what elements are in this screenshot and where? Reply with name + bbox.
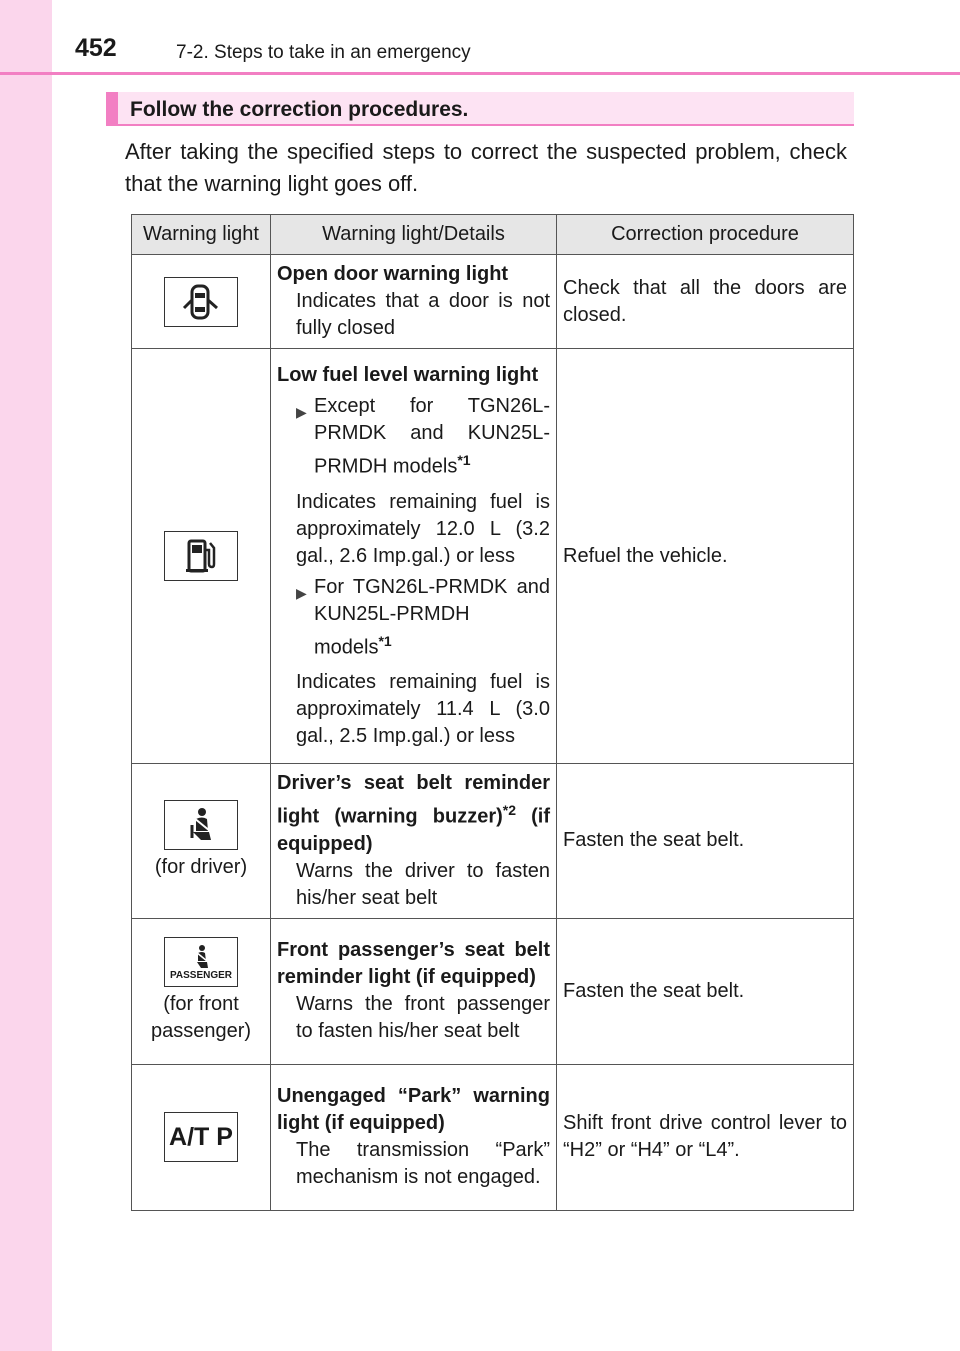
icon-cell	[132, 1064, 271, 1210]
row-details: Indicates remaining fuel is approximately 11.4 L (3.0 gal., 2.5 Imp.gal.) or less	[296, 671, 550, 748]
row-title: Low fuel level warning light	[277, 363, 539, 386]
details-cell	[271, 255, 557, 349]
correction-cell: Fasten the seat belt.	[557, 918, 854, 1064]
table-row	[132, 349, 854, 764]
at-p-label: A/T P	[169, 1122, 233, 1151]
list-item	[277, 574, 550, 662]
details-cell	[271, 918, 557, 1064]
icon-note: (for front passenger)	[150, 993, 252, 1043]
row-details: Warns the front passenger to fasten his/her seat belt	[296, 993, 550, 1043]
row-details: Warns the driver to fasten his/her seat belt	[296, 859, 550, 909]
icon-cell	[132, 764, 271, 919]
correction-cell: Refuel the vehicle.	[557, 349, 854, 764]
icon-cell	[132, 349, 271, 764]
table-row	[132, 255, 854, 349]
row-title: Driver’s seat belt reminder light (warning buzzer)	[277, 772, 550, 828]
passenger-label: PASSENGER	[169, 969, 233, 981]
correction-cell: Shift front drive control lever to “H2” or “H4” or “L4”.	[557, 1064, 854, 1210]
at-p-icon	[164, 1112, 238, 1162]
open-door-icon	[164, 277, 238, 327]
correction-cell: Fasten the seat belt.	[557, 764, 854, 919]
left-margin-band	[0, 0, 52, 1351]
triangle-bullet-icon: ▶	[296, 403, 307, 420]
header-correction: Correction procedure	[557, 215, 854, 255]
icon-note: (for driver)	[154, 856, 248, 879]
footnote-ref: *1	[457, 451, 471, 468]
row-title: Unengaged “Park” warning light (if equipped)	[277, 1085, 550, 1135]
warning-light-table	[131, 214, 854, 1211]
details-cell	[271, 1064, 557, 1210]
bullet-text: For TGN26L-PRMDK and KUN25L-PRMDH models	[314, 575, 550, 659]
table-row	[132, 918, 854, 1064]
row-title: Open door warning light	[277, 263, 509, 285]
icon-cell	[132, 255, 271, 349]
row-title: Front passenger’s seat belt reminder light (if equipped)	[277, 939, 550, 989]
chapter-heading: 7-2. Steps to take in an emergency	[176, 42, 471, 63]
table-row	[132, 1064, 854, 1210]
footnote-ref: *1	[378, 632, 392, 649]
header-warning-light: Warning light	[132, 215, 271, 255]
row-details: Indicates that a door is not fully closed	[296, 290, 550, 339]
correction-cell: Check that all the doors are closed.	[557, 255, 854, 349]
seatbelt-icon	[164, 800, 238, 850]
passenger-seatbelt-icon	[164, 937, 238, 987]
triangle-bullet-icon: ▶	[296, 584, 307, 601]
row-details: Indicates remaining fuel is approximately 12.0 L (3.2 gal., 2.6 Imp.gal.) or less	[296, 490, 550, 567]
table-header-row	[132, 215, 854, 255]
header-divider	[0, 72, 960, 75]
icon-cell	[132, 918, 271, 1064]
section-heading-bar	[106, 92, 854, 126]
page-number: 452	[75, 34, 117, 62]
section-title: Follow the correction procedures.	[130, 98, 469, 121]
footnote-ref: *2	[502, 802, 516, 818]
details-cell	[271, 764, 557, 919]
row-title-suffix: (if equipped)	[277, 805, 550, 855]
row-details: The transmission “Park” mechanism is not engaged.	[296, 1139, 550, 1189]
header-details: Warning light/Details	[271, 215, 557, 255]
list-item	[277, 393, 550, 481]
fuel-pump-icon	[164, 531, 238, 581]
table-row	[132, 764, 854, 919]
bullet-text: Except for TGN26L-PRMDK and KUN25L-PRMDH models	[314, 394, 550, 478]
details-cell	[271, 349, 557, 764]
intro-paragraph: After taking the specified steps to correct the suspected problem, check that the warning light goes off.	[125, 139, 847, 196]
